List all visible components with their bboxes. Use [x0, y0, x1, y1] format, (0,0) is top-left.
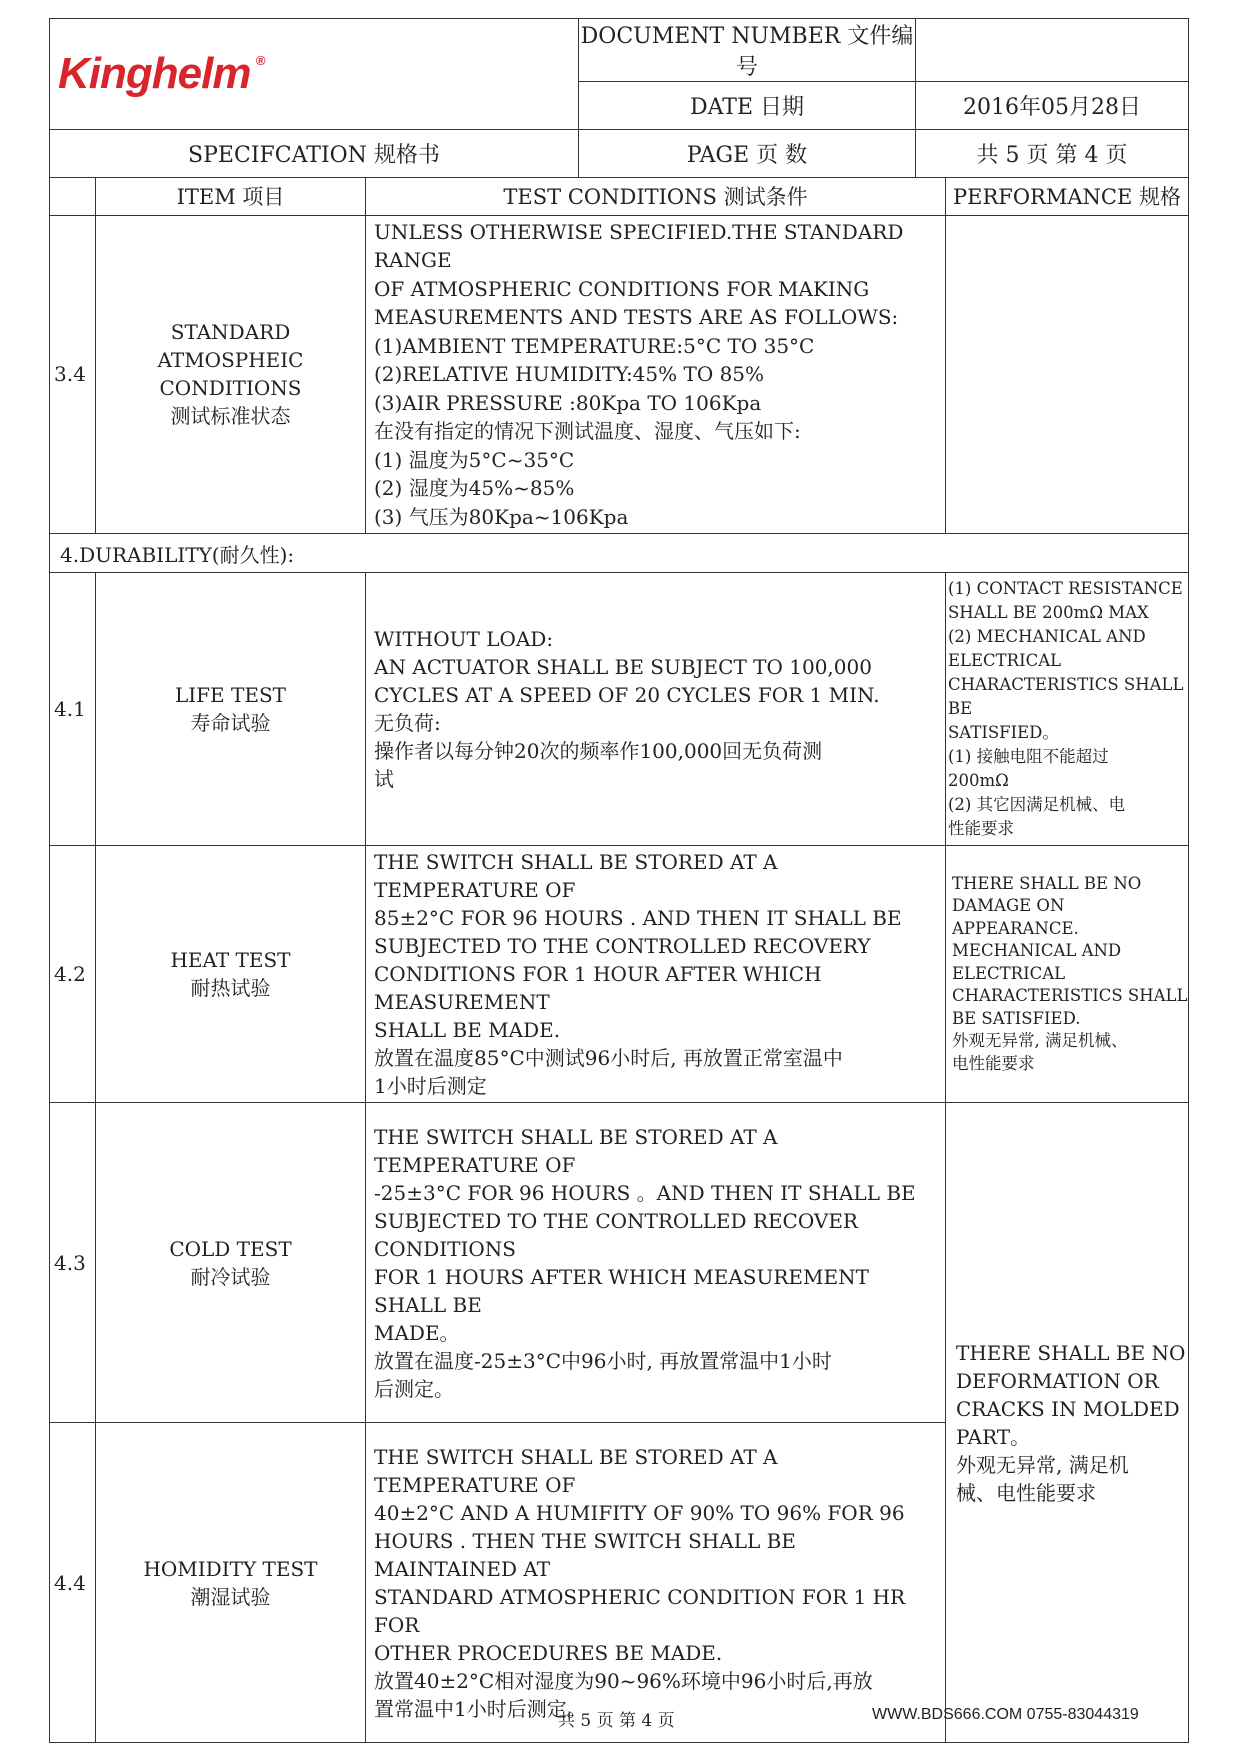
date-label: DATE 日期 — [579, 82, 916, 130]
row-number: 4.3 — [50, 1103, 96, 1423]
item-cell — [96, 1423, 366, 1743]
date-value: 2016年05月28日 — [916, 82, 1189, 130]
table-row — [50, 1103, 1189, 1423]
row-number: 3.4 — [50, 215, 96, 534]
footer-website: WWW.BDS666.COM 0755-83044319 — [872, 1706, 1139, 1723]
item-name-en: HOMIDITY TEST — [143, 1556, 318, 1581]
item-name-en: HEAT TEST — [170, 948, 291, 972]
spec-label: SPECIFCATION 规格书 — [50, 130, 579, 178]
conditions-column-header: TEST CONDITIONS 测试条件 — [366, 177, 946, 215]
row-number: 4.1 — [50, 573, 96, 846]
item-cell — [96, 1103, 366, 1423]
kinghelm-logo: Kinghelm ® — [58, 49, 265, 98]
conditions-cell: UNLESS OTHERWISE SPECIFIED.THE STANDARD RANGE OF ATMOSPHERIC CONDITIONS FOR MAKING MEASUREMENTS AND TESTS ARE AS FOLLOWS: (1)AMBIENT TEMPERATURE:5°C TO 35°C (2)RELATIVE HUMIDITY:45% TO 85% (3)AIR PRESSURE :80Kpa TO 106Kpa 在没有指定的情况下测试温度、湿度、气压如下: (1) 温度为5°C~35°C (2) 湿度为45%~85% (3) 气压为80Kpa~106Kpa — [366, 215, 946, 534]
spec-sheet — [49, 18, 1188, 1743]
logo-cell — [50, 19, 579, 130]
performance-cell: (1) CONTACT RESISTANCE SHALL BE 200mΩ MAX (2) MECHANICAL AND ELECTRICAL CHARACTERISTICS SHALL BE SATISFIED。 (1) 接触电阻不能超过 200mΩ (2) 其它因满足机械、电 性能要求 — [946, 573, 1189, 846]
item-name-cn: 耐冷试验 — [190, 1264, 271, 1289]
footer-page-number: 共 5 页 第 4 页 — [558, 1711, 675, 1731]
row-number: 4.2 — [50, 846, 96, 1103]
performance-column-header: PERFORMANCE 规格 — [946, 177, 1189, 215]
performance-cell-merged: THERE SHALL BE NO DEFORMATION OR CRACKS IN MOLDED PART。 外观无异常, 满足机 械、电性能要求 — [946, 1103, 1189, 1743]
section-heading: 4.DURABILITY(耐久性): — [50, 534, 1189, 573]
item-name-cn: 耐热试验 — [190, 976, 271, 1000]
doc-number-value — [916, 19, 1189, 82]
table-row — [50, 846, 1189, 1103]
table-row — [50, 215, 1189, 534]
item-cell — [96, 215, 366, 534]
conditions-cell: WITHOUT LOAD: AN ACTUATOR SHALL BE SUBJECT TO 100,000 CYCLES AT A SPEED OF 20 CYCLES FOR 1 MIN. 无负荷: 操作者以每分钟20次的频率作100,000回无负荷测 试 — [366, 573, 946, 846]
item-column-header: ITEM 项目 — [96, 177, 366, 215]
conditions-cell: THE SWITCH SHALL BE STORED AT A TEMPERATURE OF 40±2°C AND A HUMIFITY OF 90% TO 96% FOR 96 HOURS . THEN THE SWITCH SHALL BE MAINTAINED AT STANDARD ATMOSPHERIC CONDITION FOR 1 HR FOR OTHER PROCEDURES BE MADE. 放置40±2°C相对湿度为90~96%环境中96小时后,再放 置常温中1小时后测定。 — [366, 1423, 946, 1743]
performance-cell: THERE SHALL BE NO DAMAGE ON APPEARANCE. MECHANICAL AND ELECTRICAL CHARACTERISTICS SHALL BE SATISFIED. 外观无异常, 满足机械、 电性能要求 — [946, 846, 1189, 1103]
header-table — [49, 18, 1189, 178]
item-cell — [96, 846, 366, 1103]
item-name-cn: 测试标准状态 — [170, 404, 291, 429]
conditions-cell: THE SWITCH SHALL BE STORED AT A TEMPERATURE OF 85±2°C FOR 96 HOURS . AND THEN IT SHALL BE SUBJECTED TO THE CONTROLLED RECOVERY CONDITIONS FOR 1 HOUR AFTER WHICH MEASUREMENT SHALL BE MADE. 放置在温度85°C中测试96小时后, 再放置正常室温中 1小时后测定 — [366, 846, 946, 1103]
table-row — [50, 573, 1189, 846]
item-name-cn: 潮湿试验 — [190, 1584, 271, 1609]
item-name-en: LIFE TEST — [175, 683, 286, 707]
conditions-cell: THE SWITCH SHALL BE STORED AT A TEMPERATURE OF -25±3°C FOR 96 HOURS 。AND THEN IT SHALL BE SUBJECTED TO THE CONTROLLED RECOVER CONDITIONS FOR 1 HOURS AFTER WHICH MEASUREMENT SHALL BE MADE。 放置在温度-25±3°C中96小时, 再放置常温中1小时 后测定。 — [366, 1103, 946, 1423]
doc-number-label: DOCUMENT NUMBER 文件编号 — [579, 19, 916, 82]
num-column-header — [50, 177, 96, 215]
row-number: 4.4 — [50, 1423, 96, 1743]
section-row — [50, 534, 1189, 573]
item-name-cn: 寿命试验 — [190, 711, 271, 735]
spec-table — [49, 177, 1189, 1744]
column-header-row — [50, 177, 1189, 215]
item-cell — [96, 573, 366, 846]
page-value: 共 5 页 第 4 页 — [916, 130, 1189, 178]
item-name-en: COLD TEST — [169, 1236, 292, 1261]
performance-cell — [946, 215, 1189, 534]
item-name-en: STANDARD ATMOSPHEIC CONDITIONS — [157, 320, 304, 401]
page-label: PAGE 页 数 — [579, 130, 916, 178]
